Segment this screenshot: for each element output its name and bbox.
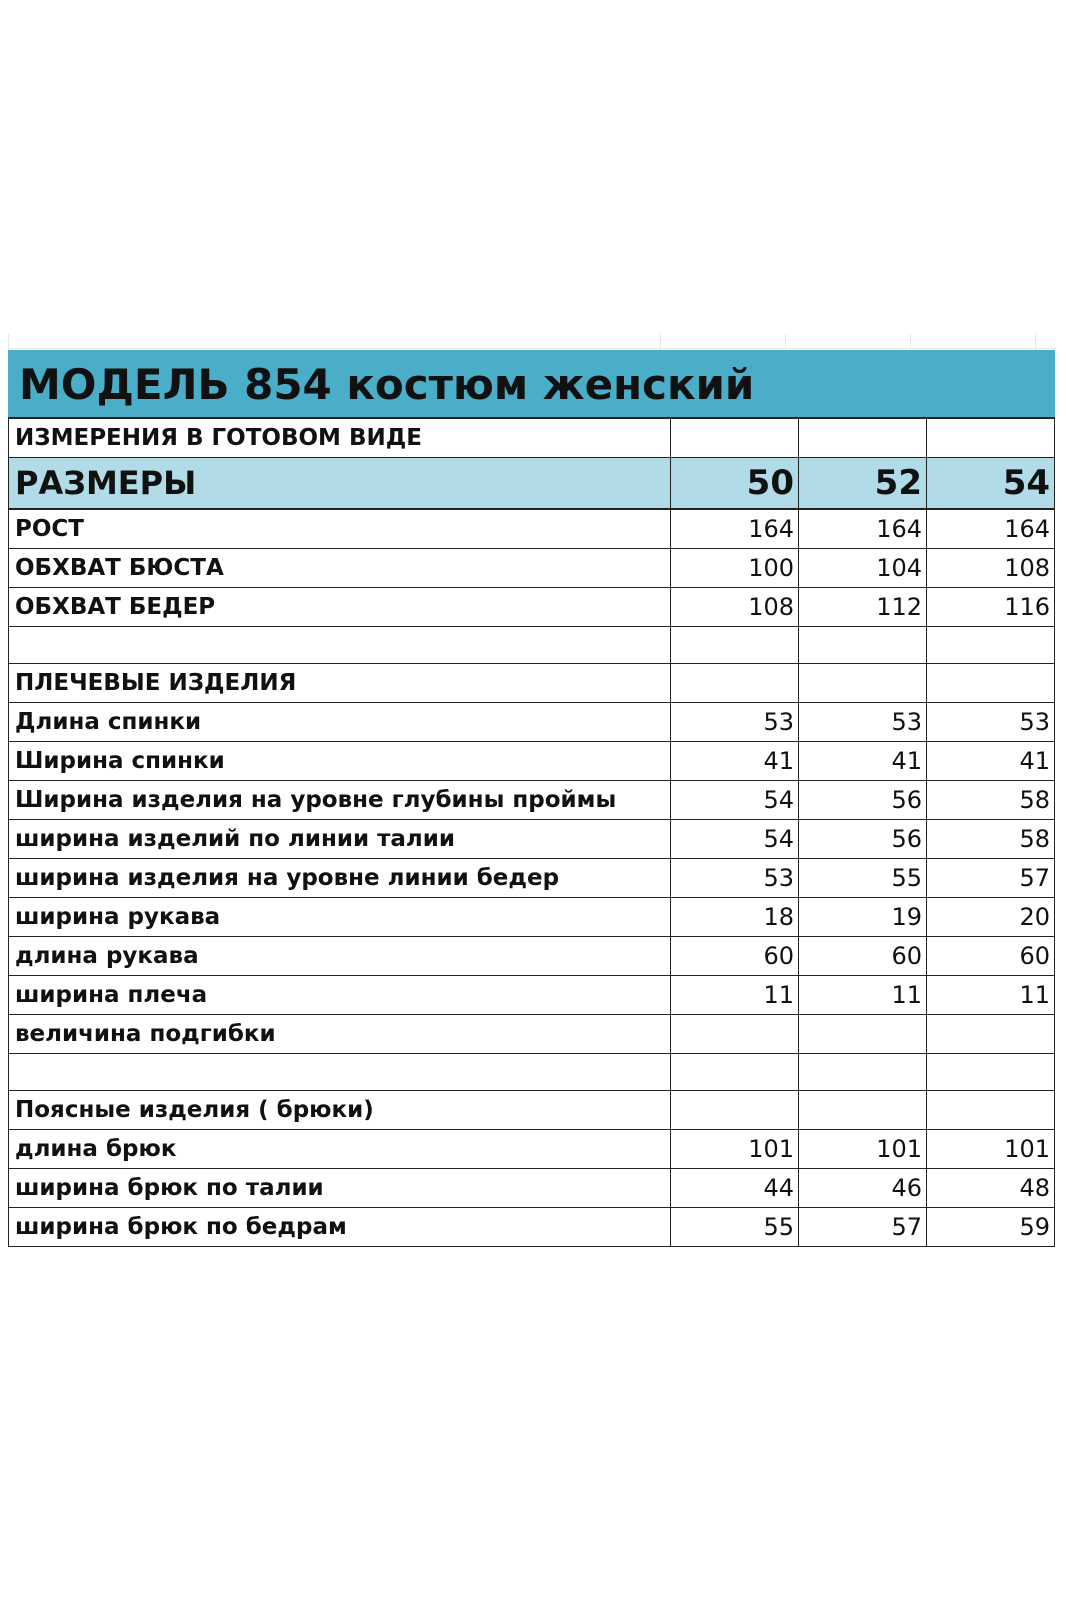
- row-value[interactable]: 116: [927, 588, 1055, 627]
- table-row: [9, 509, 1055, 549]
- row-value[interactable]: 100: [671, 549, 799, 588]
- row-value[interactable]: 101: [927, 1130, 1055, 1169]
- row-value[interactable]: 53: [799, 703, 927, 742]
- row-label[interactable]: Поясные изделия ( брюки): [9, 1091, 671, 1130]
- row-value[interactable]: [799, 664, 927, 703]
- row-value[interactable]: 53: [671, 703, 799, 742]
- row-value[interactable]: [799, 1054, 927, 1091]
- cell-empty[interactable]: [671, 418, 799, 458]
- sizes-row: [9, 458, 1055, 510]
- table-row: [9, 742, 1055, 781]
- table-row: [9, 549, 1055, 588]
- row-label[interactable]: ПЛЕЧЕВЫЕ ИЗДЕЛИЯ: [9, 664, 671, 703]
- row-value[interactable]: 101: [799, 1130, 927, 1169]
- table-subtitle[interactable]: ИЗМЕРЕНИЯ В ГОТОВОМ ВИДЕ: [9, 418, 671, 458]
- table-row: [9, 627, 1055, 664]
- table-row: [9, 703, 1055, 742]
- row-value[interactable]: [927, 664, 1055, 703]
- row-value[interactable]: 53: [927, 703, 1055, 742]
- table-row: [9, 1169, 1055, 1208]
- row-value[interactable]: 53: [671, 859, 799, 898]
- row-value[interactable]: 59: [927, 1208, 1055, 1247]
- row-value[interactable]: [927, 1015, 1055, 1054]
- row-value[interactable]: 57: [927, 859, 1055, 898]
- spreadsheet: [8, 338, 1056, 1241]
- table-row: [9, 1091, 1055, 1130]
- row-value[interactable]: 58: [927, 820, 1055, 859]
- cell-empty[interactable]: [927, 418, 1055, 458]
- row-value[interactable]: 11: [671, 976, 799, 1015]
- row-value[interactable]: [927, 1091, 1055, 1130]
- size-54[interactable]: 54: [927, 458, 1055, 510]
- table-title[interactable]: МОДЕЛЬ 854 костюм женский: [9, 351, 1055, 419]
- row-label[interactable]: ОБХВАТ БЕДЕР: [9, 588, 671, 627]
- row-value[interactable]: 56: [799, 820, 927, 859]
- row-value[interactable]: 46: [799, 1169, 927, 1208]
- subtitle-row: [9, 418, 1055, 458]
- table-row: [9, 781, 1055, 820]
- row-label[interactable]: длина брюк: [9, 1130, 671, 1169]
- row-value[interactable]: [671, 1054, 799, 1091]
- row-label[interactable]: ширина изделия на уровне линии бедер: [9, 859, 671, 898]
- row-value[interactable]: 48: [927, 1169, 1055, 1208]
- row-label[interactable]: ширина брюк по талии: [9, 1169, 671, 1208]
- row-value[interactable]: 164: [799, 509, 927, 549]
- row-value[interactable]: [671, 1091, 799, 1130]
- row-value[interactable]: 54: [671, 820, 799, 859]
- row-value[interactable]: 58: [927, 781, 1055, 820]
- row-value[interactable]: 60: [671, 937, 799, 976]
- row-value[interactable]: 112: [799, 588, 927, 627]
- row-value[interactable]: 55: [799, 859, 927, 898]
- row-value[interactable]: 108: [671, 588, 799, 627]
- row-value[interactable]: 41: [799, 742, 927, 781]
- row-value[interactable]: [799, 1091, 927, 1130]
- row-value[interactable]: [927, 627, 1055, 664]
- table-row: [9, 898, 1055, 937]
- table-row: [9, 937, 1055, 976]
- row-label[interactable]: [9, 1054, 671, 1091]
- cell-empty[interactable]: [799, 418, 927, 458]
- table-row: [9, 1015, 1055, 1054]
- row-value[interactable]: 108: [927, 549, 1055, 588]
- row-value[interactable]: 54: [671, 781, 799, 820]
- row-label[interactable]: ширина изделий по линии талии: [9, 820, 671, 859]
- row-value[interactable]: [799, 627, 927, 664]
- row-value[interactable]: [927, 1054, 1055, 1091]
- row-value[interactable]: 55: [671, 1208, 799, 1247]
- row-value[interactable]: 104: [799, 549, 927, 588]
- column-gridlines: [8, 334, 1056, 349]
- row-value[interactable]: 11: [799, 976, 927, 1015]
- row-label[interactable]: ширина плеча: [9, 976, 671, 1015]
- size-52[interactable]: 52: [799, 458, 927, 510]
- table-row: [9, 1130, 1055, 1169]
- table-row: [9, 820, 1055, 859]
- row-label[interactable]: ширина рукава: [9, 898, 671, 937]
- row-value[interactable]: 56: [799, 781, 927, 820]
- row-value[interactable]: 41: [671, 742, 799, 781]
- row-value[interactable]: 18: [671, 898, 799, 937]
- row-label[interactable]: РОСТ: [9, 509, 671, 549]
- table-row: [9, 1054, 1055, 1091]
- row-label[interactable]: величина подгибки: [9, 1015, 671, 1054]
- row-value[interactable]: 60: [927, 937, 1055, 976]
- table-row: [9, 588, 1055, 627]
- size-table: [8, 350, 1055, 1247]
- row-value[interactable]: 20: [927, 898, 1055, 937]
- row-value[interactable]: 41: [927, 742, 1055, 781]
- sizes-label[interactable]: РАЗМЕРЫ: [9, 458, 671, 510]
- row-value[interactable]: [671, 1015, 799, 1054]
- table-row: [9, 976, 1055, 1015]
- row-value[interactable]: 60: [799, 937, 927, 976]
- size-50[interactable]: 50: [671, 458, 799, 510]
- row-value[interactable]: [671, 627, 799, 664]
- row-label[interactable]: Ширина изделия на уровне глубины проймы: [9, 781, 671, 820]
- row-value[interactable]: 19: [799, 898, 927, 937]
- row-value[interactable]: 11: [927, 976, 1055, 1015]
- row-label[interactable]: Длина спинки: [9, 703, 671, 742]
- row-label[interactable]: ширина брюк по бедрам: [9, 1208, 671, 1247]
- row-label[interactable]: [9, 627, 671, 664]
- row-value[interactable]: 164: [671, 509, 799, 549]
- row-value[interactable]: 164: [927, 509, 1055, 549]
- table-row: [9, 859, 1055, 898]
- row-value[interactable]: 57: [799, 1208, 927, 1247]
- title-row: [9, 351, 1055, 419]
- row-label[interactable]: Ширина спинки: [9, 742, 671, 781]
- row-label[interactable]: длина рукава: [9, 937, 671, 976]
- row-value[interactable]: [799, 1015, 927, 1054]
- row-value[interactable]: [671, 664, 799, 703]
- row-label[interactable]: ОБХВАТ БЮСТА: [9, 549, 671, 588]
- row-value[interactable]: 101: [671, 1130, 799, 1169]
- row-value[interactable]: 44: [671, 1169, 799, 1208]
- table-row: [9, 664, 1055, 703]
- table-row: [9, 1208, 1055, 1247]
